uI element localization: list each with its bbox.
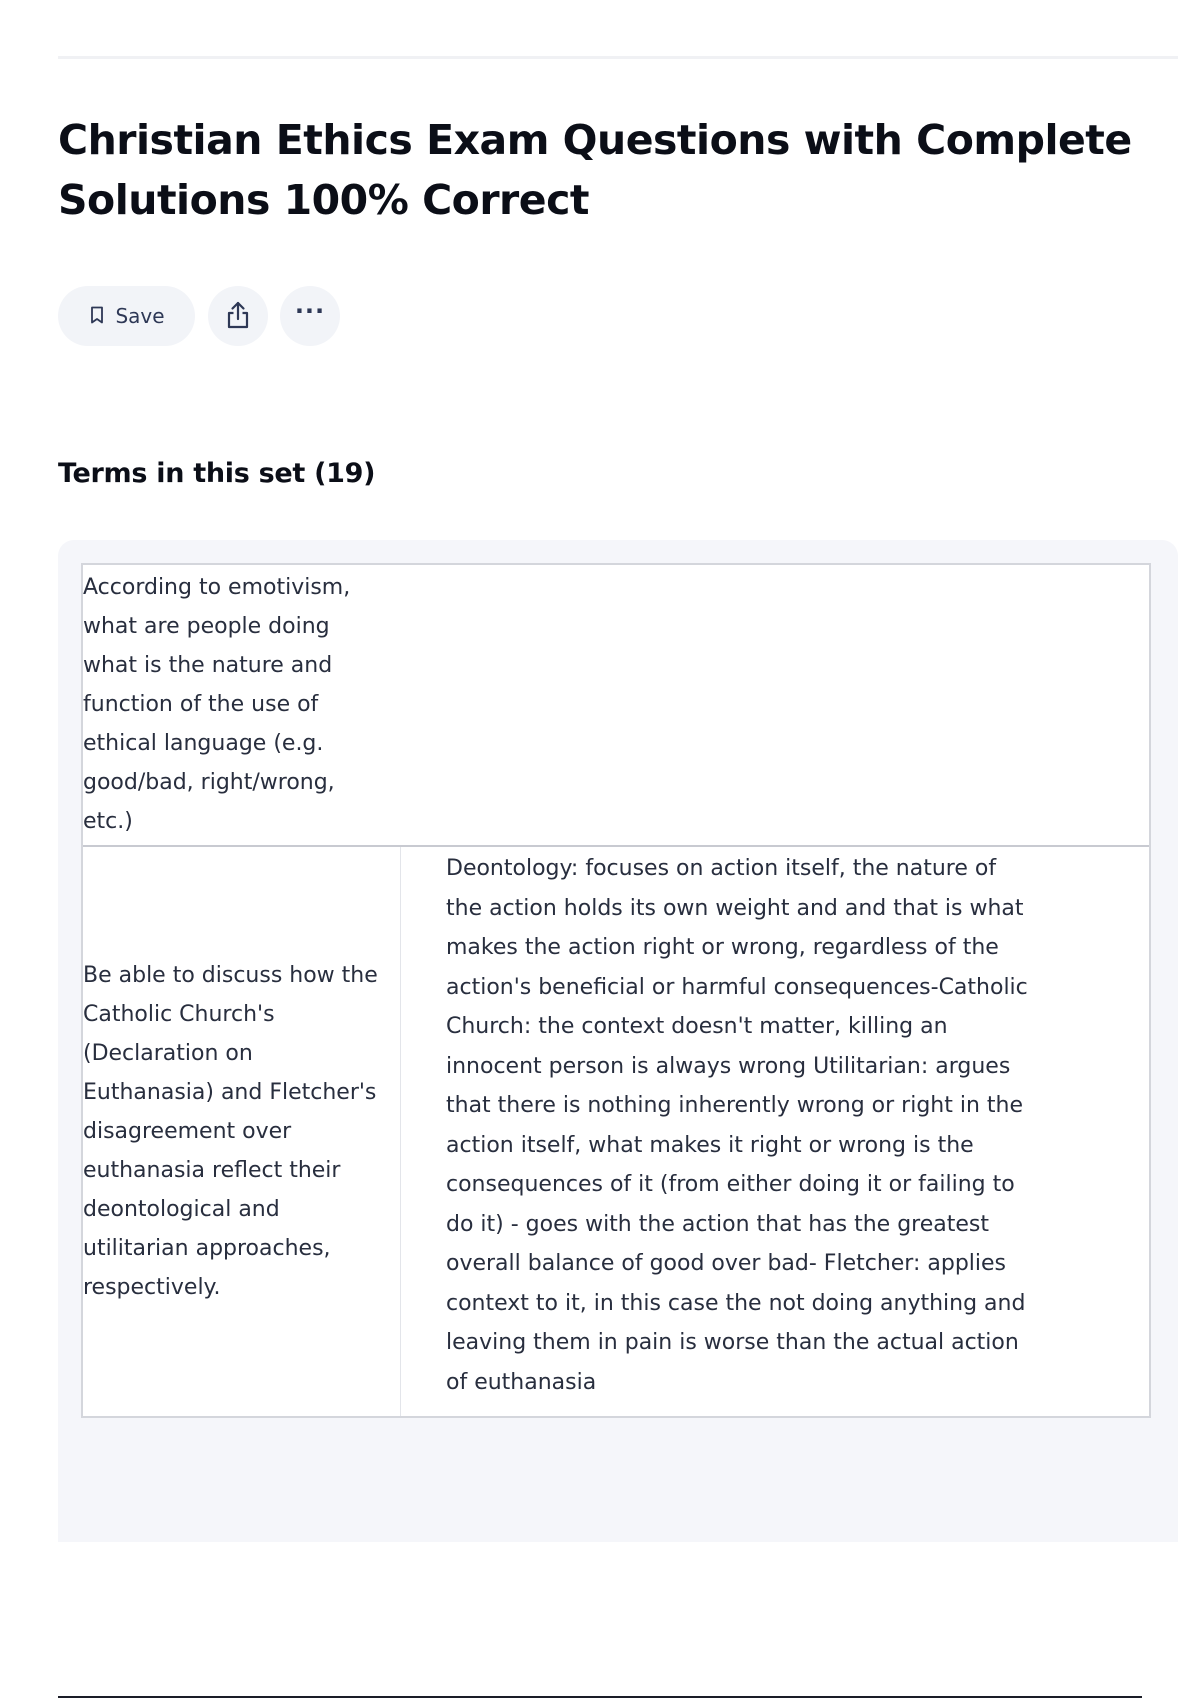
share-button[interactable] — [208, 286, 268, 346]
save-label: Save — [115, 304, 165, 328]
term-text: Be able to discuss how the Catholic Church's (Declaration on Euthanasia) and Fletcher's disagreement over euthanasia reflect their deontological and utilitarian approaches, respectively. — [83, 963, 378, 1300]
save-button[interactable] — [58, 286, 195, 346]
page-title: Christian Ethics Exam Questions with Complete Solutions 100% Correct — [58, 116, 1132, 224]
term-cell — [83, 847, 401, 1416]
terms-table — [81, 563, 1151, 1418]
top-divider — [58, 56, 1178, 59]
definition-cell — [401, 847, 1149, 1416]
terms-heading: Terms in this set (19) — [58, 458, 376, 489]
more-options-button[interactable] — [280, 286, 340, 346]
bookmark-icon — [88, 305, 106, 328]
term-row — [83, 847, 1149, 1416]
share-icon — [224, 300, 252, 333]
more-icon: ··· — [294, 297, 326, 325]
definition-text: Deontology: focuses on action itself, the nature of the action holds its own weight and and that is what makes the action right or wrong, regardless of the action's beneficial or harmful consequences-Catholic Church: the context doesn't matter, killing an innocent person is always wrong Utilitarian: argues that there is nothing inherently wrong or right in the action itself, what makes it right or wrong is the consequences of it (from either doing it or failing to do it) - goes with the action that has the greatest overall balance of good over bad- Fletcher: applies context to it, in this case the not doing anything and leaving them in pain is worse than the actual action of euthanasia — [446, 856, 1028, 1395]
terms-panel — [58, 540, 1178, 1542]
term-cell — [83, 565, 1149, 845]
bottom-divider — [58, 1696, 1142, 1698]
term-row — [83, 565, 1149, 847]
term-text: According to emotivism, what are people doing what is the nature and function of the use of ethical language (e.g. good/bad, right/wrong, etc.) — [83, 575, 351, 834]
